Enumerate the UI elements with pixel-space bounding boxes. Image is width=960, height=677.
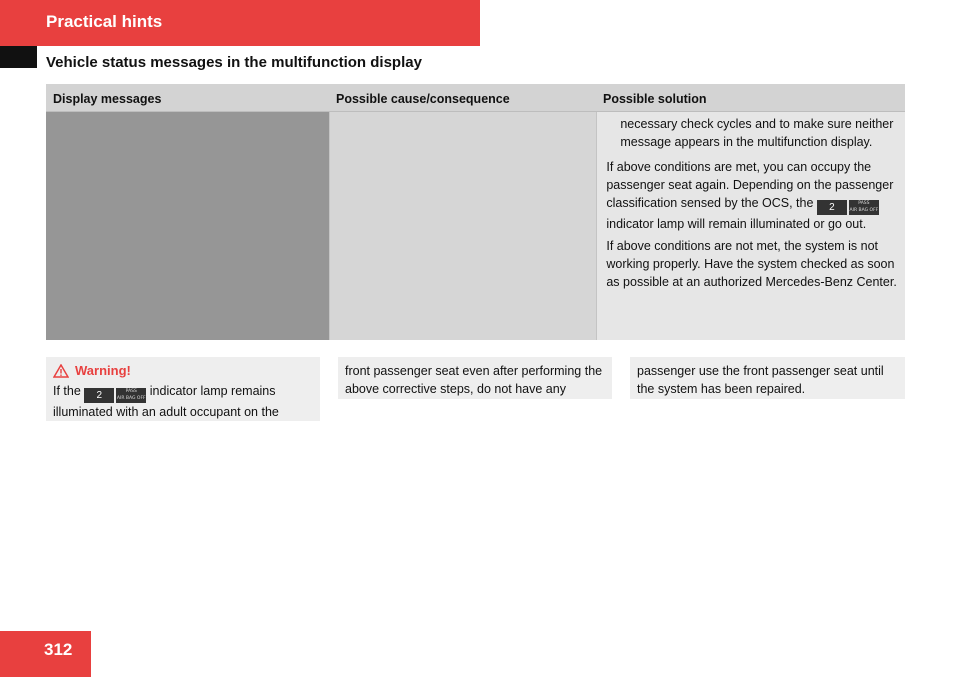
seat-icon-label: 2	[829, 202, 835, 213]
airbag-off-icon	[849, 200, 879, 215]
airbag-icon-text-airbag: AIR BAG	[849, 208, 869, 213]
solution-paragraph-1-start: If above conditions are met, you can occupy the passenger seat again. Depending on the passenger classification sensed by the OCS, the	[606, 160, 894, 210]
airbag-icon-text-pass: PASS	[125, 389, 137, 394]
passenger-airbag-indicator-icon	[84, 388, 146, 403]
solution-paragraph-2: If above conditions are not met, the system is not working properly. Have the system checked as soon as possible at an authorized Mercedes-Benz Center.	[606, 239, 897, 289]
warning-text-col2: front passenger seat even after performing the above corrective steps, do not have any	[345, 364, 603, 396]
warning-triangle-icon	[53, 364, 69, 378]
warning-box-column-1	[46, 357, 320, 421]
table-header-row	[46, 84, 905, 111]
warning-title: Warning!	[75, 363, 131, 378]
solution-continued-text: necessary check cycles and to make sure neither message appears in the multifunction display.	[620, 117, 894, 149]
page-subtitle: Vehicle status messages in the multifunction display	[46, 54, 422, 71]
warning-text-col3: passenger use the front passenger seat until the system has been repaired.	[637, 364, 884, 396]
table-row	[46, 111, 905, 340]
header-display-messages: Display messages	[53, 92, 162, 106]
seat-icon-label: 2	[96, 390, 103, 401]
page-number: 312	[44, 640, 73, 659]
warning-heading	[53, 362, 313, 380]
warning-box-column-2	[338, 357, 612, 399]
airbag-icon-text-airbag: AIR BAG	[116, 396, 136, 401]
status-messages-table	[46, 84, 905, 340]
section-tab-marker	[0, 46, 37, 68]
occupied-seat-icon	[817, 200, 847, 215]
airbag-icon-text-off: OFF	[136, 396, 146, 401]
display-message-cell	[46, 112, 329, 340]
header-possible-solution: Possible solution	[603, 92, 707, 106]
solution-paragraph-1-end: indicator lamp will remain illuminated or go out.	[606, 217, 867, 231]
warning-text-col1-end: indicator lamp remains illuminated with an adult occupant on the	[53, 384, 279, 419]
solution-paragraph-1	[606, 158, 899, 233]
passenger-airbag-indicator-icon	[817, 200, 879, 215]
warning-text-col1-start: If the	[53, 384, 81, 398]
airbag-off-icon	[116, 388, 146, 403]
airbag-icon-text-off: OFF	[869, 208, 879, 213]
warning-box-column-3	[630, 357, 905, 399]
solution-cell	[596, 112, 905, 340]
occupied-seat-icon	[84, 388, 114, 403]
cause-cell	[329, 112, 597, 340]
header-possible-cause: Possible cause/consequence	[336, 92, 510, 106]
section-title: Practical hints	[46, 12, 163, 31]
airbag-icon-text-pass: PASS	[858, 201, 870, 206]
